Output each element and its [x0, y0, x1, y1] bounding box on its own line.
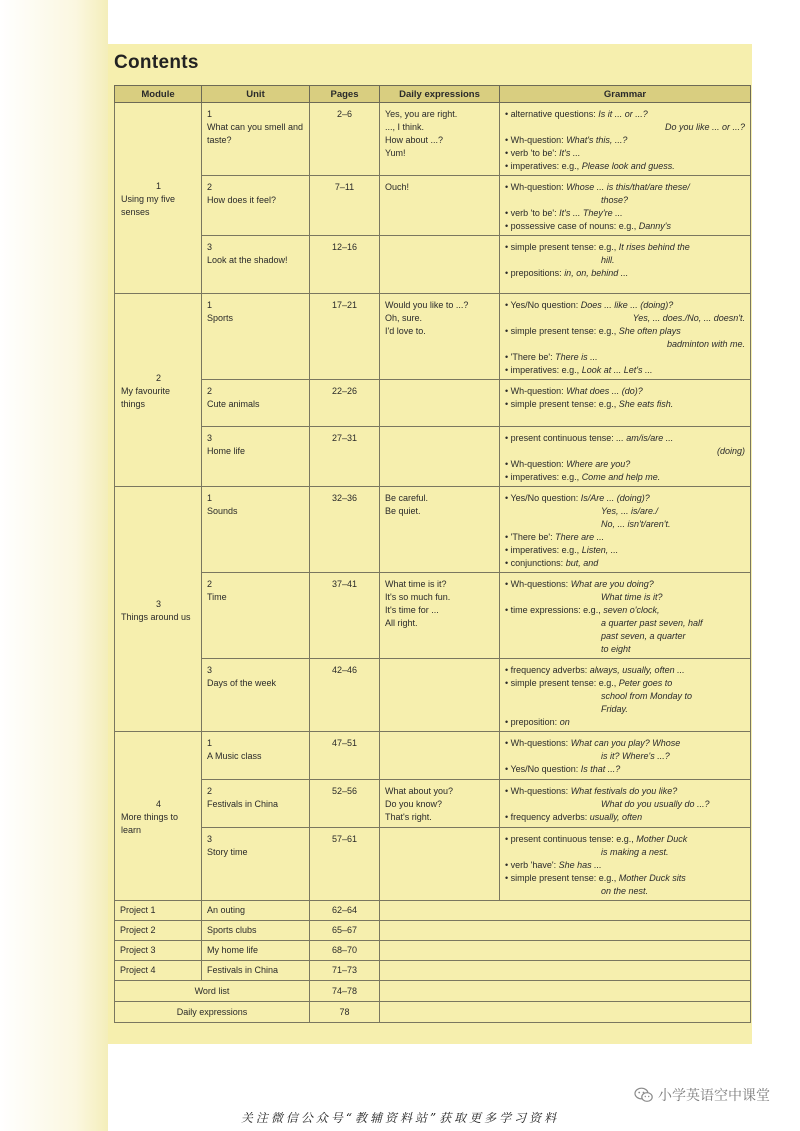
expressions-cell: [380, 176, 500, 236]
header-grammar: Grammar: [500, 86, 751, 103]
grammar-example: She often plays: [618, 326, 681, 336]
expression-line: How about ...?: [385, 135, 444, 145]
unit-title: Cute animals: [207, 399, 260, 409]
grammar-line: [505, 604, 745, 617]
extra-pages: 78: [310, 1002, 380, 1023]
grammar-lead: • imperatives: e.g.,: [505, 545, 582, 555]
project-pages: 62–64: [310, 901, 380, 921]
unit-row: [115, 659, 751, 732]
grammar-lead: • Wh-questions:: [505, 579, 571, 589]
unit-number: 1: [207, 109, 213, 119]
expression-line: Yes, you are right.: [385, 109, 458, 119]
grammar-continuation: is making a nest.: [601, 847, 669, 857]
grammar-lead: • imperatives: e.g.,: [505, 161, 582, 171]
header-daily-expressions: Daily expressions: [380, 86, 500, 103]
extra-name: Word list: [115, 981, 310, 1002]
grammar-cell: [500, 780, 751, 828]
project-name: Project 4: [115, 961, 202, 981]
grammar-lead: • imperatives: e.g.,: [505, 365, 582, 375]
empty-cell: [380, 901, 751, 921]
grammar-example: She has ...: [558, 860, 602, 870]
module-number: 4: [155, 799, 161, 809]
unit-number: 1: [207, 493, 213, 503]
grammar-example: but, and: [565, 558, 599, 568]
grammar-lead: • alternative questions:: [505, 109, 599, 119]
grammar-line: [505, 544, 745, 557]
pages-cell: 52–56: [310, 780, 380, 828]
unit-row: [115, 780, 751, 828]
grammar-line: [505, 531, 745, 544]
module-number: 2: [155, 373, 161, 383]
unit-row: [115, 573, 751, 659]
grammar-example: What festivals do you like?: [570, 786, 678, 796]
expression-line: That's right.: [385, 812, 432, 822]
unit-row: [115, 828, 751, 901]
grammar-line: [505, 351, 745, 364]
grammar-lead: • Wh-question:: [505, 135, 567, 145]
pages-cell: 2–6: [310, 103, 380, 176]
grammar-example: Please look and guess.: [581, 161, 675, 171]
project-name: Project 3: [115, 941, 202, 961]
grammar-lead: • Yes/No question:: [505, 764, 581, 774]
grammar-example: There are ...: [555, 532, 605, 542]
project-title: Festivals in China: [202, 961, 310, 981]
unit-row: [115, 380, 751, 427]
unit-number: 1: [207, 738, 213, 748]
grammar-lead: • verb 'have':: [505, 860, 559, 870]
grammar-lead: • verb 'to be':: [505, 208, 560, 218]
pages-cell: 12–16: [310, 236, 380, 294]
header-module: Module: [115, 86, 202, 103]
grammar-line: [505, 207, 745, 220]
expressions-cell: [380, 780, 500, 828]
grammar-example: It's ...: [559, 148, 581, 158]
grammar-cell: [500, 427, 751, 487]
unit-title: Sounds: [207, 506, 238, 516]
grammar-continuation: What time is it?: [601, 592, 663, 602]
project-pages: 71–73: [310, 961, 380, 981]
grammar-lead: • Wh-question:: [505, 386, 567, 396]
contents-table: [114, 85, 751, 1023]
module-number: 3: [155, 598, 161, 609]
module-name: Using my five senses: [121, 194, 176, 217]
grammar-example: Is that ...?: [580, 764, 621, 774]
grammar-example: What can you play? Whose: [570, 738, 681, 748]
grammar-cell: [500, 487, 751, 573]
expression-line: What time is it?: [385, 579, 447, 589]
grammar-line: [505, 267, 745, 280]
grammar-example: Whose ... is this/that/are these/: [566, 182, 690, 192]
grammar-line: [505, 432, 745, 445]
grammar-line: [505, 763, 745, 776]
grammar-example: Where are you?: [566, 459, 631, 469]
expression-line: It's time for ...: [385, 605, 439, 615]
unit-number: 1: [207, 300, 213, 310]
unit-cell: [202, 732, 310, 780]
expressions-cell: [380, 573, 500, 659]
empty-cell: [380, 1002, 751, 1023]
unit-cell: [202, 176, 310, 236]
grammar-example: Look at ... Let's ...: [581, 365, 653, 375]
grammar-continuation: a quarter past seven, half: [601, 618, 703, 628]
extra-pages: 74–78: [310, 981, 380, 1002]
expression-line: It's so much fun.: [385, 592, 451, 602]
grammar-line: [505, 664, 745, 677]
unit-row: [115, 487, 751, 573]
grammar-example: Does ... like ... (doing)?: [580, 300, 674, 310]
project-row: [115, 941, 751, 961]
unit-row: [115, 294, 751, 380]
watermark: [634, 1085, 770, 1105]
grammar-continuation: (doing): [716, 446, 745, 456]
grammar-line: [505, 398, 745, 411]
unit-title: Look at the shadow!: [207, 255, 288, 265]
expressions-cell: [380, 828, 500, 901]
grammar-cell: [500, 294, 751, 380]
grammar-lead: • Yes/No question:: [505, 300, 581, 310]
grammar-example: What's this, ...?: [566, 135, 628, 145]
grammar-example: Peter goes to: [618, 678, 673, 688]
grammar-continuation: badminton with me.: [666, 339, 745, 349]
unit-title: Days of the week: [207, 678, 277, 688]
grammar-example: It rises behind the: [618, 242, 690, 252]
unit-cell: [202, 380, 310, 427]
project-pages: 65–67: [310, 921, 380, 941]
grammar-lead: • 'There be':: [505, 532, 556, 542]
header-unit: Unit: [202, 86, 310, 103]
unit-number: 3: [207, 242, 213, 252]
expression-line: Yum!: [385, 148, 406, 158]
grammar-continuation: Friday.: [601, 704, 628, 714]
unit-row: [115, 236, 751, 294]
grammar-line: [505, 458, 745, 471]
grammar-line: [505, 811, 745, 824]
expressions-cell: [380, 659, 500, 732]
grammar-continuation: Yes, ... does./No, ... doesn't.: [632, 313, 745, 323]
expressions-cell: [380, 427, 500, 487]
module-name: More things to learn: [121, 812, 179, 835]
project-name: Project 2: [115, 921, 202, 941]
grammar-line: [505, 785, 745, 798]
pages-cell: 37–41: [310, 573, 380, 659]
grammar-line: [505, 716, 745, 729]
unit-row: [115, 103, 751, 176]
grammar-continuation: past seven, a quarter: [601, 631, 686, 641]
grammar-lead: • present continuous tense: e.g.,: [505, 834, 637, 844]
empty-cell: [380, 981, 751, 1002]
project-row: [115, 961, 751, 981]
unit-title: A Music class: [207, 751, 262, 761]
extra-row: [115, 981, 751, 1002]
expressions-cell: [380, 487, 500, 573]
unit-cell: [202, 828, 310, 901]
grammar-lead: • frequency adverbs:: [505, 665, 590, 675]
expression-line: All right.: [385, 618, 418, 628]
grammar-line: [505, 147, 745, 160]
grammar-lead: • imperatives: e.g.,: [505, 472, 582, 482]
grammar-lead: • present continuous tense:: [505, 433, 617, 443]
project-name: Project 1: [115, 901, 202, 921]
grammar-line: [505, 108, 745, 121]
grammar-line: [505, 833, 745, 846]
unit-number: 3: [207, 433, 213, 443]
unit-number: 2: [207, 786, 213, 796]
expression-line: Be careful.: [385, 493, 429, 503]
extra-name: Daily expressions: [115, 1002, 310, 1023]
module-number: 1: [155, 181, 161, 191]
grammar-lead: • 'There be':: [505, 352, 556, 362]
pages-cell: 7–11: [310, 176, 380, 236]
pages-cell: 57–61: [310, 828, 380, 901]
expression-line: Do you know?: [385, 799, 443, 809]
expressions-cell: [380, 236, 500, 294]
project-row: [115, 901, 751, 921]
pages-cell: 42–46: [310, 659, 380, 732]
grammar-continuation: on the nest.: [601, 886, 649, 896]
grammar-lead: • Yes/No question:: [505, 493, 581, 503]
grammar-continuation: to eight: [601, 644, 631, 654]
project-title: My home life: [202, 941, 310, 961]
unit-title: Home life: [207, 446, 246, 456]
grammar-cell: [500, 732, 751, 780]
grammar-example: on: [559, 717, 570, 727]
grammar-example: It's ... They're ...: [559, 208, 623, 218]
grammar-lead: • Wh-questions:: [505, 738, 571, 748]
grammar-continuation: What do you usually do ...?: [601, 799, 710, 809]
unit-cell: [202, 573, 310, 659]
grammar-example: Mother Duck sits: [618, 873, 686, 883]
expression-line: What about you?: [385, 786, 454, 796]
grammar-line: [505, 859, 745, 872]
unit-number: 2: [207, 579, 213, 589]
grammar-cell: [500, 828, 751, 901]
pages-cell: 47–51: [310, 732, 380, 780]
unit-title: Festivals in China: [207, 799, 279, 809]
grammar-lead: • simple present tense: e.g.,: [505, 678, 619, 688]
expressions-cell: [380, 380, 500, 427]
grammar-example: Mother Duck: [636, 834, 688, 844]
unit-row: [115, 176, 751, 236]
grammar-lead: • Wh-question:: [505, 182, 567, 192]
module-name: Things around us: [121, 611, 191, 622]
grammar-example: ... am/is/are ...: [616, 433, 674, 443]
unit-title: What can you smell and taste?: [207, 122, 304, 145]
pages-cell: 22–26: [310, 380, 380, 427]
footer-note: 关注微信公众号“教辅资料站”获取更多学习资料: [240, 1111, 560, 1125]
project-title: An outing: [202, 901, 310, 921]
grammar-line: [505, 578, 745, 591]
grammar-example: Listen, ...: [581, 545, 619, 555]
expression-line: Ouch!: [385, 182, 410, 192]
unit-row: [115, 427, 751, 487]
grammar-example: usually, often: [589, 812, 643, 822]
grammar-cell: [500, 659, 751, 732]
grammar-continuation: No, ... isn't/aren't.: [601, 519, 671, 529]
grammar-continuation: those?: [601, 195, 629, 205]
grammar-cell: [500, 176, 751, 236]
grammar-line: [505, 160, 745, 173]
grammar-line: [505, 385, 745, 398]
grammar-lead: • Wh-question:: [505, 459, 567, 469]
grammar-line: [505, 557, 745, 570]
grammar-line: [505, 471, 745, 484]
empty-cell: [380, 921, 751, 941]
grammar-line: [505, 364, 745, 377]
grammar-line: [505, 492, 745, 505]
unit-number: 3: [207, 834, 213, 844]
grammar-lead: • verb 'to be':: [505, 148, 560, 158]
pages-cell: 17–21: [310, 294, 380, 380]
grammar-cell: [500, 380, 751, 427]
empty-cell: [380, 941, 751, 961]
header-pages: Pages: [310, 86, 380, 103]
grammar-line: [505, 325, 745, 338]
grammar-example: There is ...: [555, 352, 598, 362]
grammar-example: What are you doing?: [570, 579, 654, 589]
grammar-example: Is/Are ... (doing)?: [580, 493, 650, 503]
unit-number: 2: [207, 182, 213, 192]
unit-number: 3: [207, 665, 213, 675]
unit-cell: [202, 487, 310, 573]
unit-title: Story time: [207, 847, 248, 857]
watermark-text: 小学英语空中课堂: [658, 1088, 770, 1104]
grammar-example: Danny's: [638, 221, 671, 231]
unit-cell: [202, 780, 310, 828]
grammar-lead: • simple present tense: e.g.,: [505, 242, 619, 252]
grammar-line: [505, 134, 745, 147]
grammar-lead: • preposition:: [505, 717, 560, 727]
unit-cell: [202, 103, 310, 176]
project-title: Sports clubs: [202, 921, 310, 941]
grammar-continuation: Yes, ... is/are./: [601, 506, 659, 516]
grammar-continuation: hill.: [601, 255, 615, 265]
grammar-lead: • possessive case of nouns: e.g.,: [505, 221, 639, 231]
expression-line: I'd love to.: [385, 326, 426, 336]
grammar-continuation: Do you like ... or ...?: [664, 122, 745, 132]
grammar-line: [505, 737, 745, 750]
grammar-example: Is it ... or ...?: [598, 109, 648, 119]
page-title: Contents: [114, 52, 199, 73]
grammar-line: [505, 181, 745, 194]
grammar-cell: [500, 236, 751, 294]
page-edge-shadow: [0, 0, 108, 1131]
unit-title: How does it feel?: [207, 195, 277, 205]
module-cell: [115, 487, 202, 732]
grammar-lead: • time expressions: e.g.,: [505, 605, 604, 615]
module-cell: [115, 732, 202, 901]
wechat-icon: [634, 1087, 654, 1103]
pages-cell: 27–31: [310, 427, 380, 487]
grammar-example: She eats fish.: [618, 399, 674, 409]
grammar-line: [505, 872, 745, 885]
contents-body: [115, 103, 751, 1023]
module-name: My favourite things: [121, 386, 171, 409]
grammar-line: [505, 220, 745, 233]
header-row: [115, 86, 751, 103]
grammar-line: [505, 677, 745, 690]
expression-line: Be quiet.: [385, 506, 421, 516]
expression-line: ..., I think.: [385, 122, 425, 132]
module-cell: [115, 294, 202, 487]
grammar-lead: • frequency adverbs:: [505, 812, 590, 822]
unit-cell: [202, 659, 310, 732]
expressions-cell: [380, 294, 500, 380]
grammar-example: Come and help me.: [581, 472, 661, 482]
project-row: [115, 921, 751, 941]
unit-cell: [202, 427, 310, 487]
unit-row: [115, 732, 751, 780]
unit-cell: [202, 236, 310, 294]
grammar-example: What does ... (do)?: [566, 386, 643, 396]
expression-line: Would you like to ...?: [385, 300, 469, 310]
project-pages: 68–70: [310, 941, 380, 961]
grammar-lead: • prepositions:: [505, 268, 565, 278]
unit-title: Sports: [207, 313, 234, 323]
empty-cell: [380, 961, 751, 981]
grammar-cell: [500, 573, 751, 659]
grammar-example: always, usually, often ...: [589, 665, 685, 675]
grammar-lead: • Wh-questions:: [505, 786, 571, 796]
unit-number: 2: [207, 386, 213, 396]
expressions-cell: [380, 103, 500, 176]
grammar-example: in, on, behind ...: [564, 268, 629, 278]
unit-title: Time: [207, 592, 227, 602]
grammar-cell: [500, 103, 751, 176]
extra-row: [115, 1002, 751, 1023]
grammar-lead: • simple present tense: e.g.,: [505, 873, 619, 883]
unit-cell: [202, 294, 310, 380]
grammar-line: [505, 241, 745, 254]
grammar-line: [505, 299, 745, 312]
pages-cell: 32–36: [310, 487, 380, 573]
grammar-lead: • conjunctions:: [505, 558, 566, 568]
grammar-lead: • simple present tense: e.g.,: [505, 326, 619, 336]
grammar-continuation: school from Monday to: [601, 691, 693, 701]
module-cell: [115, 103, 202, 294]
grammar-continuation: is it? Where's ...?: [601, 751, 670, 761]
grammar-example: seven o'clock,: [603, 605, 660, 615]
expression-line: Oh, sure.: [385, 313, 423, 323]
grammar-lead: • simple present tense: e.g.,: [505, 399, 619, 409]
expressions-cell: [380, 732, 500, 780]
